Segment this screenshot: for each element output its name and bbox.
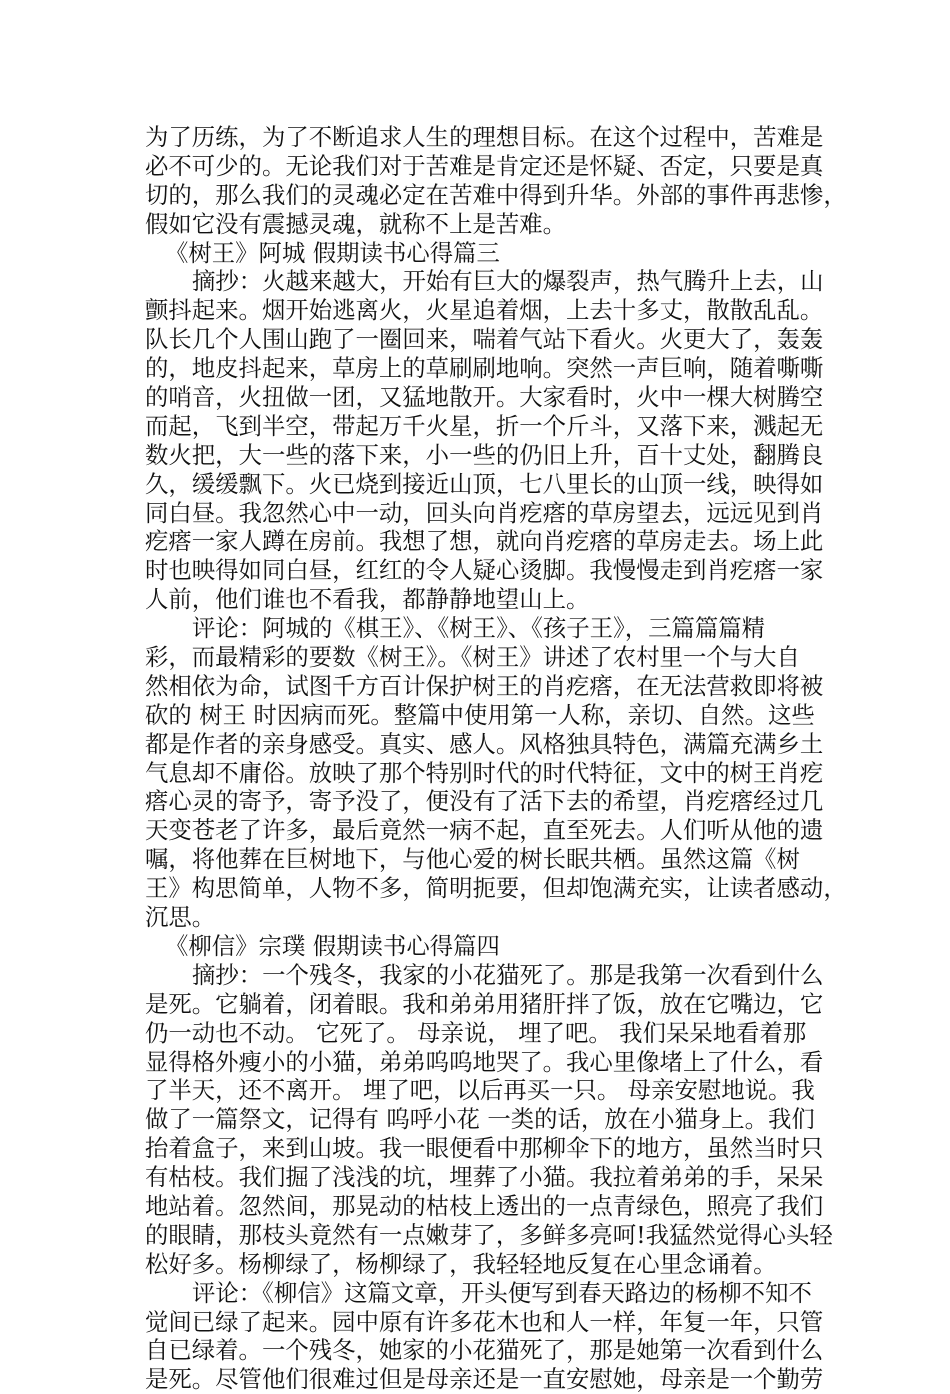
text-line: 然相依为命，试图千方百计保护树王的肖疙瘩，在无法营救即将被 (145, 671, 824, 700)
text-line: 是死。它躺着，闭着眼。我和弟弟用猪肝拌了饭，放在它嘴边，它 (145, 989, 824, 1018)
text-line: 是死。尽管他们很难过但是母亲还是一直安慰她，母亲是一个勤劳 (145, 1365, 824, 1394)
text-line: 沉思。 (145, 903, 216, 932)
text-line: 评论：《柳信》这篇文章，开头便写到春天路边的杨柳不知不 (192, 1278, 812, 1307)
text-line: 松好多。杨柳绿了，杨柳绿了，我轻轻地反复在心里念诵着。 (145, 1249, 777, 1278)
text-line: 王》构思简单，人物不多，简明扼要，但却饱满充实，让读者感动， (145, 874, 847, 903)
text-line: 显得格外瘦小的小猫，弟弟呜呜地哭了。我心里像堵上了什么，看 (145, 1047, 824, 1076)
text-line: 觉间已绿了起来。园中原有许多花木也和人一样，年复一年，只管 (145, 1307, 824, 1336)
text-line: 气息却不庸俗。放映了那个特别时代的时代特征，文中的树王肖疙 (145, 758, 824, 787)
text-line: 砍的 树王 时因病而死。整篇中使用第一人称，亲切、自然。这些 (145, 700, 815, 729)
text-line: 嘱，将他葬在巨树地下，与他心爱的树长眠共栖。虽然这篇《树 (145, 845, 800, 874)
text-line: 颤抖起来。烟开始逃离火，火星追着烟，上去十多丈，散散乱乱。 (145, 296, 824, 325)
document-page (145, 123, 847, 1394)
excerpt-paragraph-4 (145, 960, 833, 1279)
text-line: 疙瘩一家人蹲在房前。我想了想，就向肖疙瘩的草房走去。场上此 (145, 527, 824, 556)
text-line: 为了历练，为了不断追求人生的理想目标。在这个过程中，苦难是 (145, 123, 824, 151)
text-line: 假如它没有震撼灵魂，就称不上是苦难。 (145, 209, 567, 238)
text-line: 有枯枝。我们掘了浅浅的坑，埋葬了小猫。我拉着弟弟的手，呆呆 (145, 1163, 824, 1192)
text-line: 的哨音，火扭做一团，又猛地散开。大家看时，火中一棵大树腾空 (145, 383, 824, 412)
text-line: 了半天，还不离开。 埋了吧，以后再买一只。 母亲安慰地说。我 (145, 1076, 815, 1105)
text-line: 地站着。忽然间，那晃动的枯枝上透出的一点青绿色，照亮了我们 (145, 1191, 824, 1220)
paragraph-1 (145, 123, 847, 239)
text-line: 队长几个人围山跑了一圈回来，喘着气站下看火。火更大了，轰轰 (145, 325, 824, 354)
text-line: 彩，而最精彩的要数《树王》。《树王》讲述了农村里一个与大自 (145, 643, 800, 672)
text-line: 天变苍老了许多，最后竟然一病不起，直至死去。人们听从他的遗 (145, 816, 824, 845)
section-heading-3: 《树王》阿城 假期读书心得篇三 (165, 238, 500, 267)
text-line: 人前，他们谁也不看我，都静静地望山上。 (145, 585, 590, 614)
text-line: 同白昼。我忽然心中一动，回头向肖疙瘩的草房望去，远远见到肖 (145, 498, 824, 527)
text-line: 久，缓缓飘下。火已烧到接近山顶，七八里长的山顶一线，映得如 (145, 469, 824, 498)
text-line: 抬着盒子，来到山坡。我一眼便看中那柳伞下的地方，虽然当时只 (145, 1134, 824, 1163)
excerpt-paragraph-3 (145, 267, 824, 614)
text-line: 做了一篇祭文，记得有 呜呼小花 一类的话，放在小猫身上。我们 (145, 1105, 815, 1134)
text-line: 瘩心灵的寄予，寄予没了，便没有了活下去的希望，肖疙瘩经过几 (145, 787, 824, 816)
section-heading-4: 《柳信》宗璞 假期读书心得篇四 (165, 931, 500, 960)
comment-paragraph-4 (145, 1278, 824, 1394)
text-line: 切的，那么我们的灵魂必定在苦难中得到升华。外部的事件再悲惨， (145, 180, 847, 209)
text-line: 数火把，大一些的落下来，小一些的仍旧上升，百十丈处，翻腾良 (145, 440, 824, 469)
text-line: 的眼睛，那枝头竟然有一点嫩芽了，多鲜多亮呵!我猛然觉得心头轻 (145, 1220, 833, 1249)
text-line: 摘抄：火越来越大，开始有巨大的爆裂声，热气腾升上去，山 (192, 267, 824, 296)
text-line: 都是作者的亲身感受。真实、感人。风格独具特色，满篇充满乡土 (145, 729, 824, 758)
text-line: 仍一动也不动。 它死了。 母亲说， 埋了吧。 我们呆呆地看着那 (145, 1018, 807, 1047)
text-line: 自已绿着。一个残冬，她家的小花猫死了，那是她第一次看到什么 (145, 1336, 824, 1365)
comment-paragraph-3 (145, 614, 847, 932)
text-line: 必不可少的。无论我们对于苦难是肯定还是怀疑、否定，只要是真 (145, 151, 824, 180)
text-line: 而起，飞到半空，带起万千火星，折一个斤斗，又落下来，溅起无 (145, 411, 824, 440)
text-line: 时也映得如同白昼，红红的令人疑心烫脚。我慢慢走到肖疙瘩一家 (145, 556, 824, 585)
text-line: 摘抄：一个残冬，我家的小花猫死了。那是我第一次看到什么 (192, 960, 824, 989)
text-line: 的，地皮抖起来，草房上的草刷刷地响。突然一声巨响，随着嘶嘶 (145, 354, 824, 383)
text-line: 评论：阿城的《棋王》、《树王》、《孩子王》，三篇篇篇精 (192, 614, 766, 643)
